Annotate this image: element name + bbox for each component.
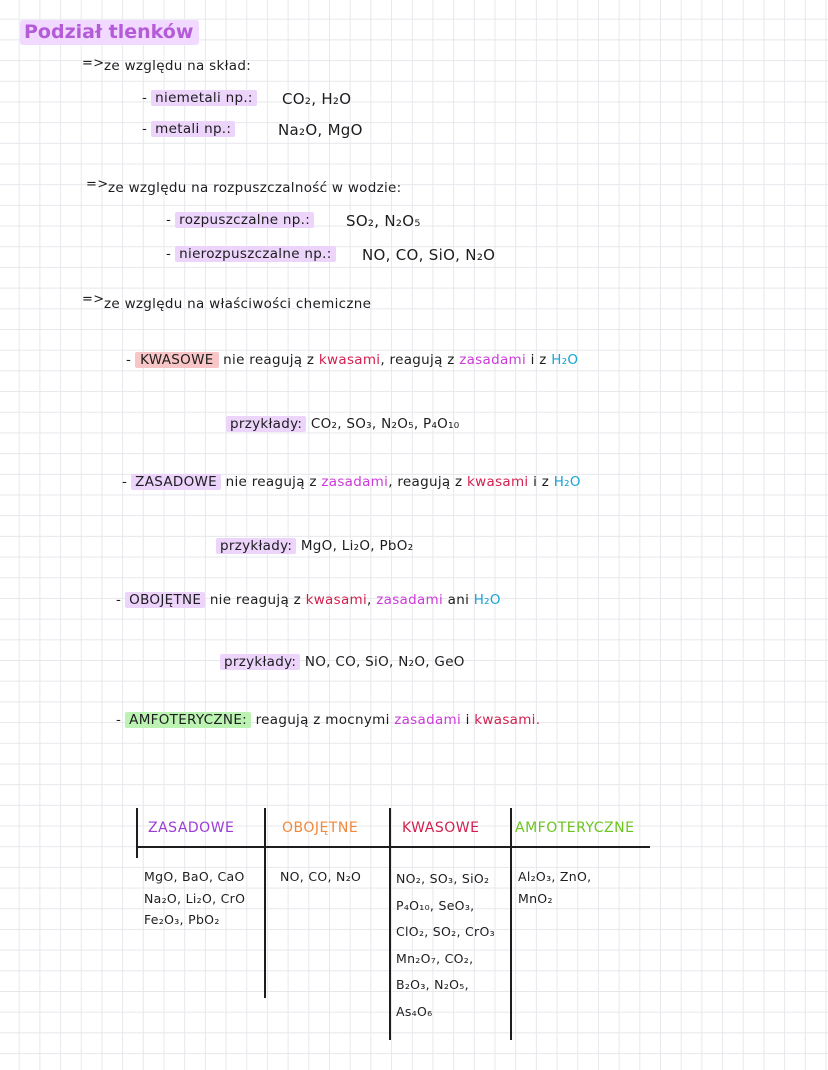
metals-examples: Na₂O, MgO (278, 121, 363, 139)
table-cell-line: NO, CO, N₂O (280, 869, 362, 884)
table-line (510, 808, 512, 1040)
table-line (264, 808, 266, 998)
table-cell-line: MnO₂ (518, 890, 553, 906)
section1-heading: ze względu na skład: (104, 58, 252, 74)
table-cell-line: B₂O₃, N₂O₅, (396, 977, 469, 992)
insoluble-label: nierozpuszczalne np.: (175, 246, 335, 262)
zasadowe-label: ZASADOWE (131, 474, 221, 490)
header-zasadowe: ZASADOWE (148, 820, 235, 836)
kwasowe-label: KWASOWE (135, 352, 218, 368)
page-title: Podział tlenków (20, 20, 199, 45)
metals-label: metali np.: (151, 121, 235, 137)
section1-item-metals: - metali np.: (142, 121, 235, 137)
header-kwasowe: KWASOWE (402, 820, 480, 836)
table-cell-line: As₄O₆ (396, 1003, 433, 1019)
table-line (389, 808, 391, 1040)
arrow-icon: => (86, 177, 109, 192)
zasadowe-cell (144, 866, 245, 931)
section2-heading: ze względu na rozpuszczalność w wodzie: (108, 180, 402, 196)
kwasowe-row: - KWASOWE nie reagują z kwasami, reagują z zasadami i z H₂O (126, 352, 579, 368)
insoluble-examples: NO, CO, SiO, N₂O (362, 246, 496, 264)
zasadowe-examples: przykłady: MgO, Li₂O, PbO₂ (216, 538, 413, 554)
table-cell-line: Al₂O₃, ZnO, (518, 869, 592, 884)
nonmetals-examples: CO₂, H₂O (282, 90, 352, 108)
section3-heading: ze względu na właściwości chemiczne (104, 296, 372, 312)
obojetne-label: OBOJĘTNE (125, 592, 205, 608)
obojetne-row: - OBOJĘTNE nie reagują z kwasami, zasadami ani H₂O (116, 592, 501, 608)
header-amfoteryczne: AMFOTERYCZNE (515, 820, 635, 836)
table-cell-line: NO₂, SO₃, SiO₂ (396, 871, 490, 886)
soluble-examples: SO₂, N₂O₅ (346, 212, 421, 230)
table-cell-line: Mn₂O₇, CO₂, (396, 950, 474, 966)
table-line (136, 846, 650, 848)
table-line (136, 808, 138, 858)
amfoteryczne-row: - AMFOTERYCZNE: reagują z mocnymi zasadami i kwasami. (116, 712, 541, 728)
arrow-icon: => (82, 56, 105, 71)
table-cell-line: ClO₂, SO₂, CrO₃ (396, 924, 495, 939)
nonmetals-label: niemetali np.: (151, 90, 257, 106)
section2-item-insoluble: - nierozpuszczalne np.: (166, 246, 336, 262)
table-cell-line: Fe₂O₃, PbO₂ (144, 912, 220, 927)
section2-item-soluble: - rozpuszczalne np.: (166, 212, 314, 228)
obojetne-cell (280, 866, 361, 888)
kwasowe-examples: przykłady: CO₂, SO₃, N₂O₅, P₄O₁₀ (226, 416, 460, 432)
kwasowe-cell (396, 866, 495, 1025)
table-cell-line: MgO, BaO, CaO (144, 869, 245, 884)
table-cell-line: P₄O₁₀, SeO₃, (396, 897, 475, 913)
arrow-icon: => (82, 292, 105, 307)
table-cell-line: Na₂O, Li₂O, CrO (144, 890, 246, 906)
section1-item-nonmetals: - niemetali np.: (142, 90, 257, 106)
amfoteryczne-label: AMFOTERYCZNE: (125, 712, 251, 728)
zasadowe-row: - ZASADOWE nie reagują z zasadami, reagują z kwasami i z H₂O (122, 474, 581, 490)
soluble-label: rozpuszczalne np.: (175, 212, 314, 228)
obojetne-examples: przykłady: NO, CO, SiO, N₂O, GeO (220, 654, 465, 670)
amfoteryczne-cell (518, 866, 591, 909)
header-obojetne: OBOJĘTNE (282, 820, 359, 836)
